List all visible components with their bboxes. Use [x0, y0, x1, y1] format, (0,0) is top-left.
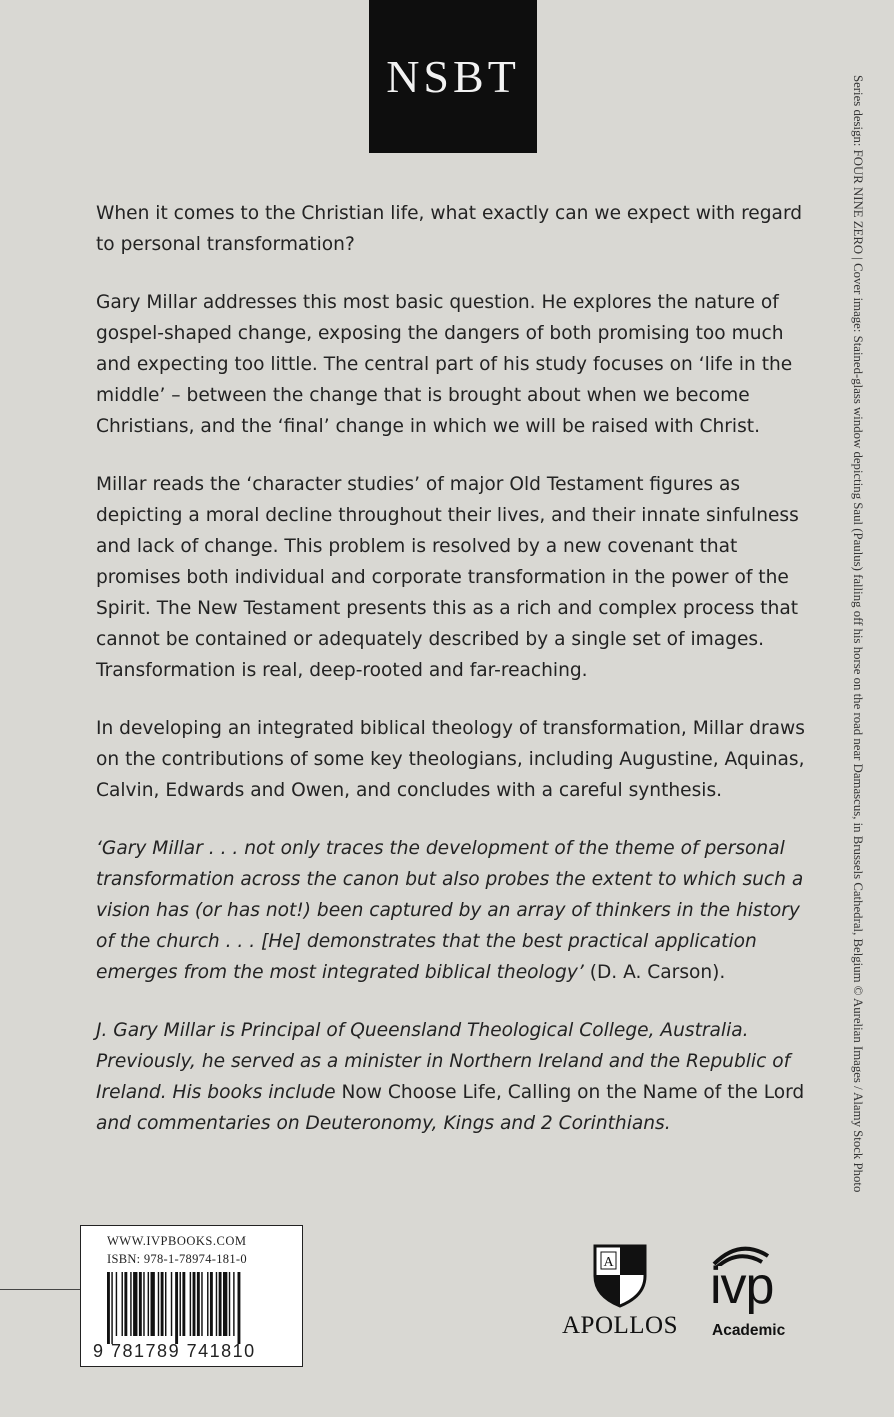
author-bio-text: J. Gary Millar is Principal of Queensland Theological College, Australia. Previously, he served as a minister in Northern Ireland and the Republic of Ireland. His books include [96, 1020, 791, 1103]
blurb-paragraph-2: Gary Millar addresses this most basic question. He explores the nature of gospel-shaped change, exposing the dangers of both promising too much and expecting too little. The central part of his study focuses on ‘life in the middle’ – between the change that is brought about when we become Christians, and the ‘final’ change in which we will be raised with Christ. [96, 292, 793, 437]
ivp-logo [708, 1242, 803, 1342]
barcode-number: 9 781789 741810 [93, 1341, 256, 1361]
endorsement-text: ‘Gary Millar . . . not only traces the development of the theme of personal transformation across the canon but also probes the extent to which such a vision has (or has not!) been captured by an array of thinkers in the history of the church . . . [He] demonstrates that the best practical application emerges from the most integrated biblical theology’ [96, 838, 804, 983]
blurb-paragraph-1: When it comes to the Christian life, what exactly can we expect with regard to personal transformation? [96, 203, 803, 255]
endorsement-quote [96, 833, 821, 988]
isbn-text: ISBN: 978-1-78974-181-0 [107, 1252, 247, 1266]
shield-letter: A [603, 1255, 614, 1270]
apollos-logo [557, 1242, 683, 1342]
book-title-separator: , [495, 1082, 508, 1103]
book-title-1: Now Choose Life [341, 1082, 496, 1103]
author-bio [96, 1015, 821, 1139]
ivp-name: ivp [710, 1257, 774, 1315]
book-title-2: Calling on the Name of the Lord [507, 1082, 805, 1103]
barcode-icon [105, 1272, 285, 1344]
apollos-name: APOLLOS [561, 1312, 678, 1339]
author-bio-text-end: and commentaries on Deuteronomy, Kings and 2 Corinthians. [96, 1113, 671, 1134]
endorsement-source: (D. A. Carson). [583, 962, 726, 983]
blurb-paragraph-4: In developing an integrated biblical theology of transformation, Millar draws on the contributions of some key theologians, including Augustine, Aquinas, Calvin, Edwards and Owen, and concludes with a careful synthesis. [96, 718, 805, 801]
blurb-text [96, 198, 821, 1166]
series-badge: NSBT [369, 0, 537, 153]
blurb-paragraph-3: Millar reads the ‘character studies’ of major Old Testament figures as depicting a moral decline throughout their lives, and their innate sinfulness and lack of change. This problem is resolved by a new covenant that promises both individual and corporate transformation in the power of the Spirit. The New Testament presents this as a rich and complex process that cannot be contained or adequately described by a single set of images. Transformation is real, deep-rooted and far-reaching. [96, 474, 799, 681]
website-text: WWW.IVPBOOKS.COM [107, 1234, 247, 1248]
barcode-panel [80, 1225, 303, 1367]
ivp-academic-label: Academic [712, 1322, 786, 1339]
divider-line [0, 1289, 80, 1290]
cover-credit: Series design: FOUR NINE ZERO | Cover image: Stained-glass window depicting Saul (Paulus) falling off his horse on the road near Damascus, in Brussels Cathedral, Belgium © Aurelian Images / Alamy Stock Photo [851, 75, 865, 1193]
shield-icon [593, 1242, 647, 1308]
